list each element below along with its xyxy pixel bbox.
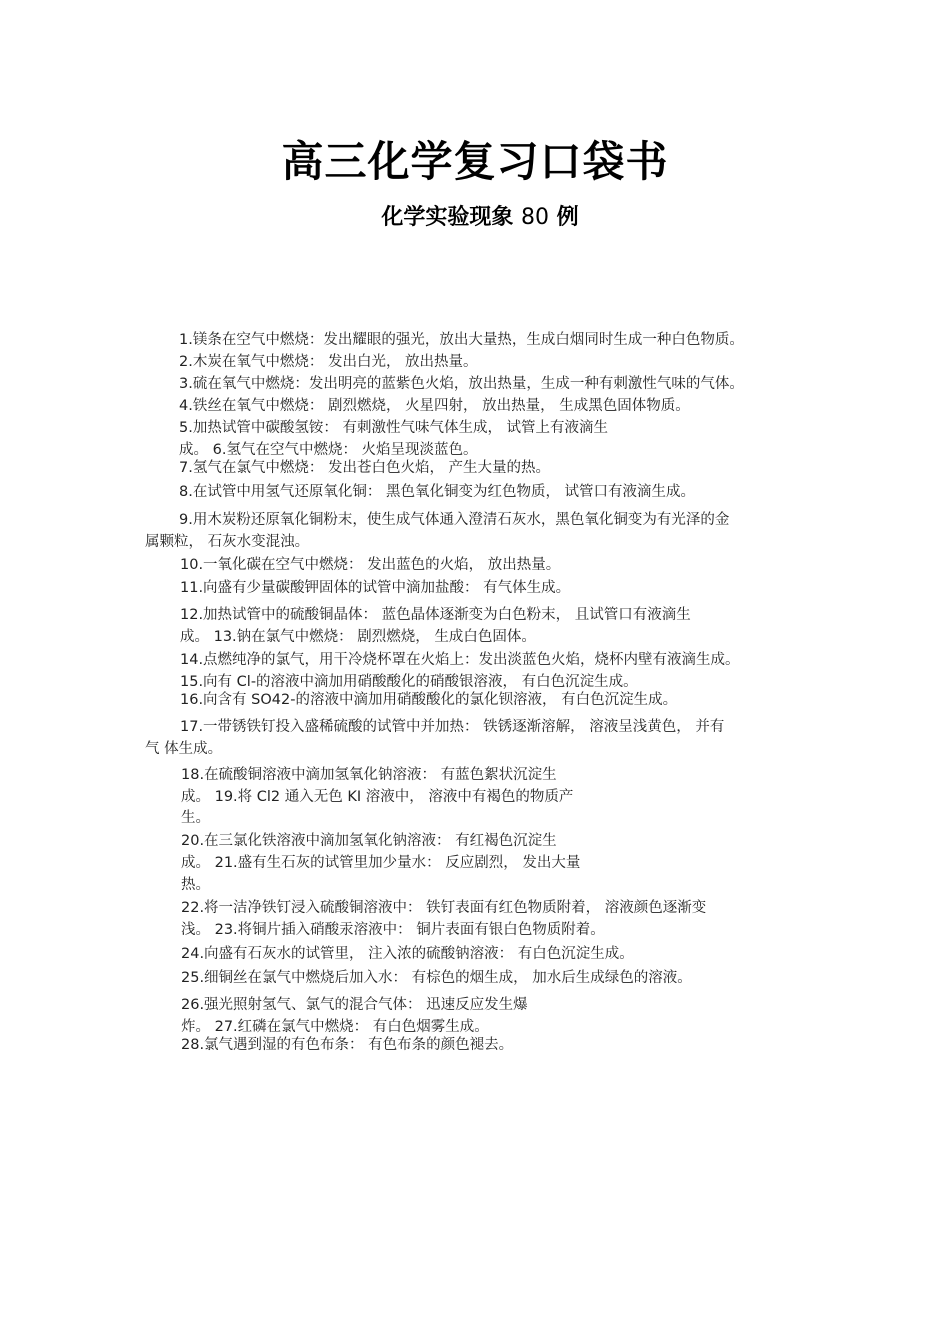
- text-line: 8.在试管中用氢气还原氧化铜： 黑色氧化铜变为红色物质， 试管口有液滴生成。: [179, 484, 696, 500]
- text-line: 24.向盛有石灰水的试管里， 注入浓的硫酸钠溶液： 有白色沉淀生成。: [181, 946, 634, 962]
- text-line: 属颗粒， 石灰水变混浊。: [145, 534, 310, 550]
- text-line: 16.向含有 SO42-的溶液中滴加用硝酸酸化的氯化钡溶液， 有白色沉淀生成。: [180, 692, 678, 708]
- text-line: 3.硫在氧气中燃烧：发出明亮的蓝紫色火焰，放出热量，生成一种有刺激性气味的气体。: [179, 376, 744, 392]
- page-title: 高三化学复习口袋书: [281, 137, 669, 186]
- text-line: 5.加热试管中碳酸氢铵： 有刺激性气味气体生成， 试管上有液滴生: [179, 420, 609, 436]
- text-line: 28.氯气遇到湿的有色布条： 有色布条的颜色褪去。: [181, 1037, 514, 1053]
- text-line: 成。 19.将 Cl2 通入无色 KI 溶液中， 溶液中有褐色的物质产: [181, 789, 574, 805]
- text-line: 26.强光照射氢气、氯气的混合气体： 迅速反应发生爆: [181, 997, 528, 1013]
- text-line: 25.细铜丝在氯气中燃烧后加入水： 有棕色的烟生成， 加水后生成绿色的溶液。: [181, 970, 692, 986]
- text-line: 2.木炭在氧气中燃烧： 发出白光， 放出热量。: [179, 354, 478, 370]
- subtitle-prefix: 化学实验现象: [381, 205, 514, 230]
- text-line: 4.铁丝在氧气中燃烧： 剧烈燃烧， 火星四射， 放出热量， 生成黑色固体物质。: [179, 398, 690, 414]
- text-line: 成。 6.氢气在空气中燃烧： 火焰呈现淡蓝色。: [179, 442, 478, 458]
- text-line: 22.将一洁净铁钉浸入硫酸铜溶液中： 铁钉表面有红色物质附着， 溶液颜色逐渐变: [181, 900, 707, 916]
- text-line: 浅。 23.将铜片插入硝酸汞溶液中： 铜片表面有银白色物质附着。: [181, 922, 605, 938]
- text-line: 12.加热试管中的硫酸铜晶体： 蓝色晶体逐渐变为白色粉末， 且试管口有液滴生: [180, 607, 691, 623]
- text-line: 20.在三氯化铁溶液中滴加氢氧化钠溶液： 有红褐色沉淀生: [181, 833, 557, 849]
- text-line: 14.点燃纯净的氯气，用干冷烧杯罩在火焰上：发出淡蓝色火焰，烧杯内壁有液滴生成。: [180, 652, 740, 668]
- text-line: 9.用木炭粉还原氧化铜粉末，使生成气体通入澄清石灰水，黑色氧化铜变为有光泽的金: [179, 512, 730, 528]
- text-line: 18.在硫酸铜溶液中滴加氢氧化钠溶液： 有蓝色絮状沉淀生: [181, 767, 557, 783]
- subtitle-suffix: 例: [556, 205, 579, 230]
- text-line: 15.向有 Cl-的溶液中滴加用硝酸酸化的硝酸银溶液， 有白色沉淀生成。: [180, 674, 638, 690]
- subtitle-number: 80: [521, 205, 549, 230]
- text-line: 热。: [181, 877, 210, 893]
- text-line: 气 体生成。: [145, 741, 223, 757]
- text-line: 17.一带锈铁钉投入盛稀硫酸的试管中并加热： 铁锈逐渐溶解， 溶液呈浅黄色， 并有: [180, 719, 725, 735]
- text-line: 炸。 27.红磷在氯气中燃烧： 有白色烟雾生成。: [181, 1019, 489, 1035]
- text-line: 1.镁条在空气中燃烧：发出耀眼的强光，放出大量热，生成白烟同时生成一种白色物质。: [179, 332, 744, 348]
- text-line: 生。: [181, 810, 210, 826]
- text-line: 成。 21.盛有生石灰的试管里加少量水： 反应剧烈， 发出大量: [181, 855, 581, 871]
- text-line: 10.一氧化碳在空气中燃烧： 发出蓝色的火焰， 放出热量。: [180, 557, 561, 573]
- text-line: 7.氢气在氯气中燃烧： 发出苍白色火焰， 产生大量的热。: [179, 460, 551, 476]
- text-line: 成。 13.钠在氯气中燃烧： 剧烈燃烧， 生成白色固体。: [180, 629, 536, 645]
- page-subtitle: [0, 202, 950, 234]
- text-line: 11.向盛有少量碳酸钾固体的试管中滴加盐酸： 有气体生成。: [180, 580, 571, 596]
